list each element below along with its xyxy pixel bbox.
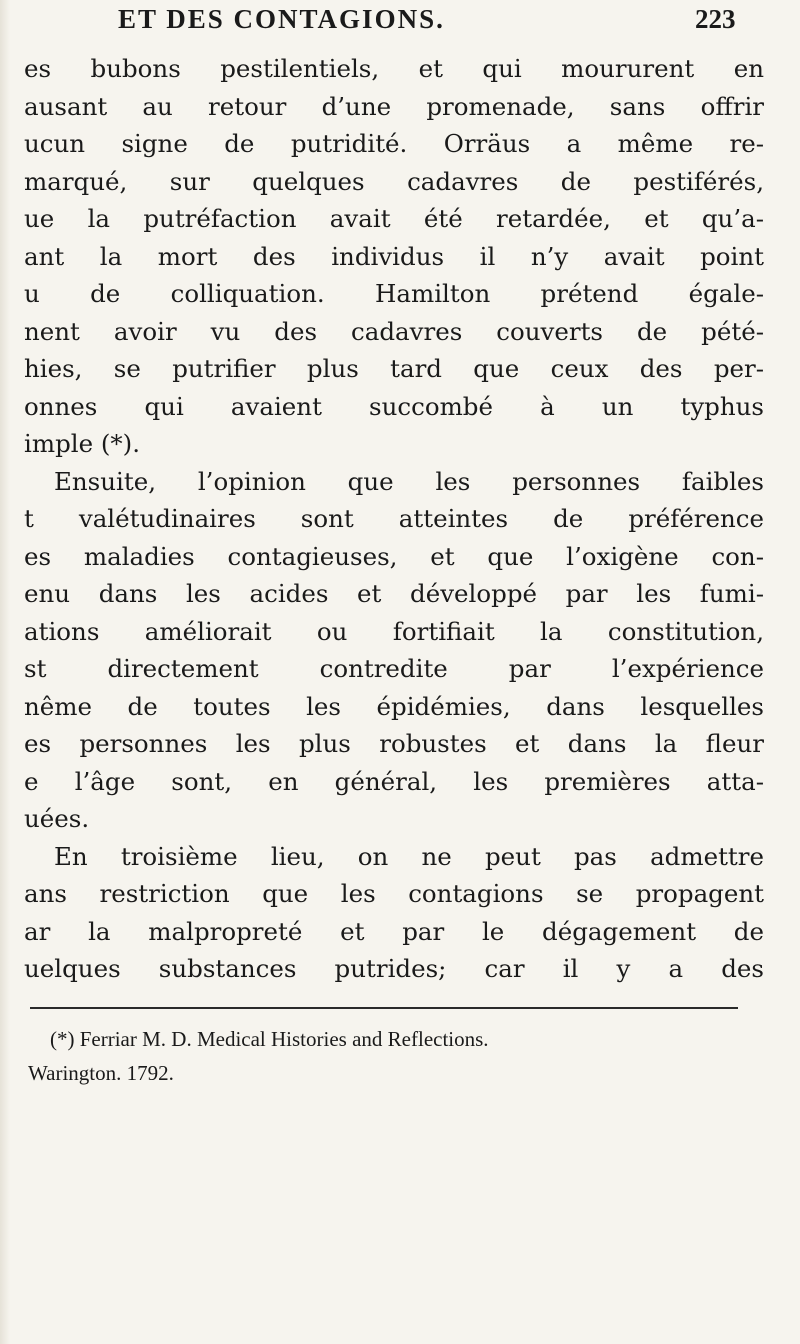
text-line: ucun signe de putridité. Orräus a même re- [24,129,764,158]
text-line: u de colliquation. Hamilton prétend égale- [24,279,764,308]
page-header [0,4,800,40]
text-line: Ensuite, l’opinion que les personnes faibles [54,466,764,496]
text-line: ausant au retour d’une promenade, sans offrir [24,91,764,121]
page-gutter-edge [0,0,10,1344]
text-line: ar la malpropreté et par le dégagement de [24,916,764,946]
text-line: uelques substances putrides; car il y a des [24,954,764,983]
running-head: ET DES CONTAGIONS. [118,4,445,34]
text-line: es maladies contagieuses, et que l’oxigène con- [24,541,764,571]
text-line: ations améliorait ou fortifiait la constitution, [24,616,764,646]
text-line: ue la putréfaction avait été retardée, et qu’a- [24,204,764,233]
text-line: e l’âge sont, en général, les premières atta- [24,766,764,796]
text-line: nent avoir vu des cadavres couverts de pété- [24,316,764,346]
page-number: 223 [695,4,736,34]
text-line: uées. [24,804,90,833]
text-line: ant la mort des individus il n’y avait point [24,241,764,271]
text-line: ans restriction que les contagions se propagent [24,879,764,908]
text-line: enu dans les acides et développé par les fumi- [24,579,764,608]
text-line: imple (*). [24,429,141,458]
text-line: nême de toutes les épidémies, dans lesquelles [24,691,764,721]
footnote-rule [30,1007,738,1009]
text-line: En troisième lieu, on ne peut pas admettre [54,841,764,871]
text-line: marqué, sur quelques cadavres de pestiférés, [24,166,764,196]
text-line: es personnes les plus robustes et dans la fleur [24,729,764,758]
text-line: hies, se putrifier plus tard que ceux des per- [24,354,764,383]
footnote [28,1022,758,1090]
text-line: es bubons pestilentiels, et qui moururent en [24,54,764,83]
text-line: st directement contredite par l’expérience [24,654,764,683]
text-line: onnes qui avaient succombé à un typhus [24,391,764,421]
body-text [24,50,764,988]
text-line: t valétudinaires sont atteintes de préférence [24,504,764,533]
footnote-line: (*) Ferriar M. D. Medical Histories and Reflections. [50,1027,489,1051]
footnote-line: Warington. 1792. [28,1061,174,1085]
